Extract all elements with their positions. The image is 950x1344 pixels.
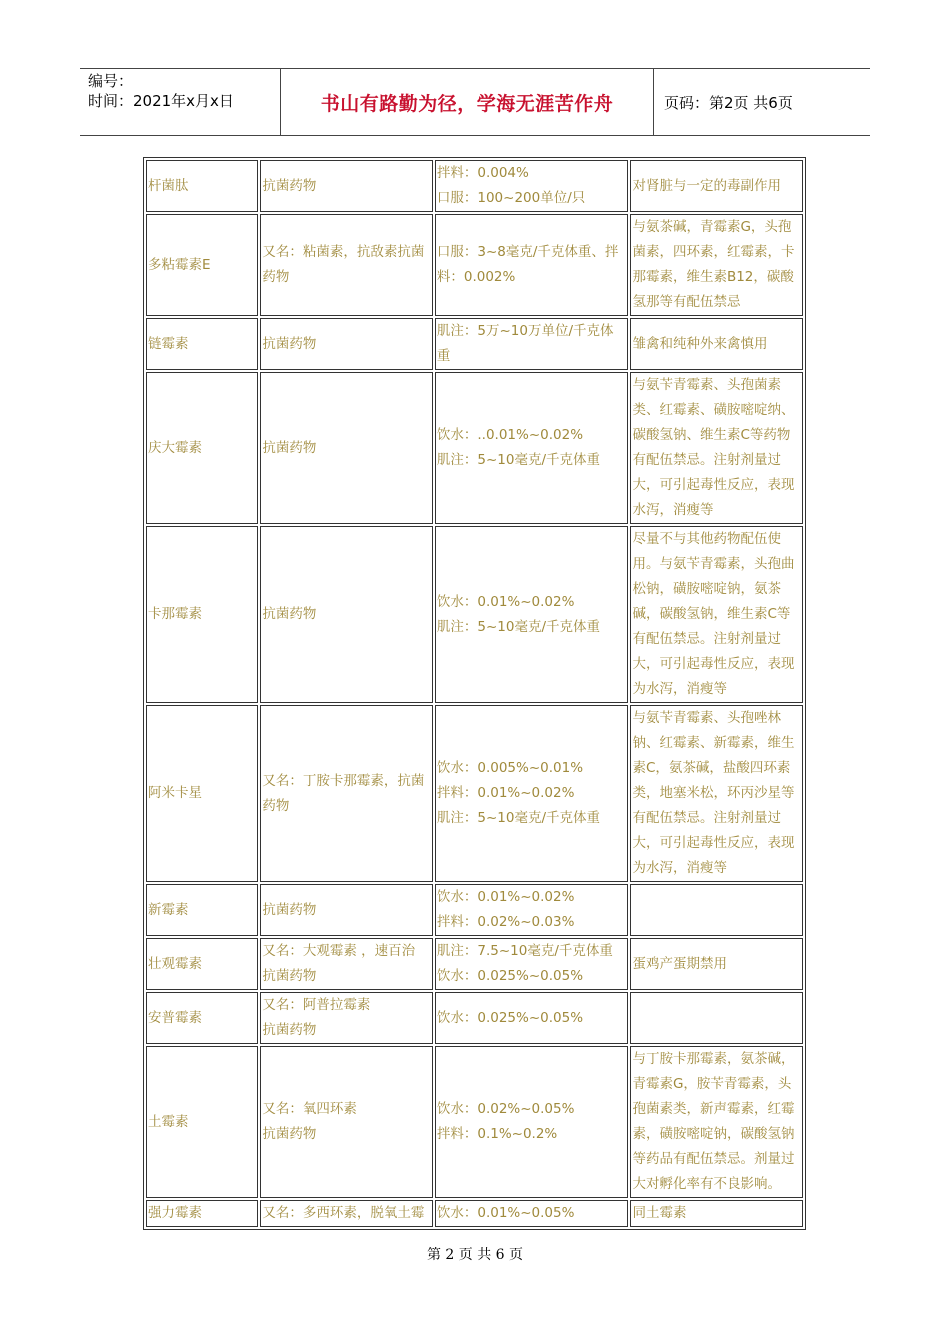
cell-line: 肌注：5~10毫克/千克体重 bbox=[436, 618, 600, 635]
drug-name-cell: 新霉素 bbox=[146, 884, 258, 936]
drug-dosage-cell bbox=[435, 160, 629, 212]
drug-dosage-cell bbox=[435, 526, 629, 703]
cell-line: 饮水：..0.01%~0.02% bbox=[436, 427, 584, 443]
cell-line: 与氨苄青霉素、头孢菌素类、红霉素、磺胺嘧啶纳、碳酸氢钠、维生素C等药物有配伍禁忌。注射剂量过大，可引起毒性反应，表现水泻，消瘦等 bbox=[632, 377, 795, 518]
drug-notes-cell bbox=[630, 318, 803, 370]
cell-line: 抗菌药物 bbox=[262, 1126, 317, 1142]
cell-line: 拌料：0.004% bbox=[436, 165, 529, 181]
drug-dosage-cell bbox=[435, 214, 629, 316]
drug-dosage-cell bbox=[435, 884, 629, 936]
drug-notes-cell bbox=[630, 1200, 803, 1227]
cell-line: 饮水：0.025%~0.05% bbox=[436, 968, 584, 984]
cell-line: 饮水：0.025%~0.05% bbox=[436, 1009, 584, 1026]
drug-category-cell bbox=[260, 214, 433, 316]
cell-line: 蛋鸡产蛋期禁用 bbox=[632, 955, 727, 972]
cell-line: 又名：粘菌素，抗敌素抗菌药物 bbox=[262, 244, 425, 285]
cell-line: 与氨茶碱，青霉素G，头孢菌素，四环素，红霉素，卡那霉素，维生素B12，碳酸氢那等有配伍禁忌 bbox=[632, 219, 795, 310]
cell-line: 又名：大观霉素 ，速百治 bbox=[262, 943, 416, 959]
page-footer: 第 2 页 共 6 页 bbox=[426, 1247, 524, 1263]
cell-line: 饮水：0.01%~0.02% bbox=[436, 593, 575, 610]
doc-number-label: 编号： bbox=[88, 72, 134, 90]
drug-dosage-cell bbox=[435, 372, 629, 524]
cell-line: 口服：100~200单位/只 bbox=[436, 190, 586, 206]
table-row bbox=[146, 526, 803, 703]
cell-line: 拌料：0.01%~0.02% bbox=[436, 785, 575, 801]
cell-line: 肌注：5~10毫克/千克体重 bbox=[436, 452, 600, 468]
drug-name-cell: 土霉素 bbox=[146, 1046, 258, 1198]
drug-category-cell bbox=[260, 1046, 433, 1198]
cell-line: 抗菌药物 bbox=[262, 606, 317, 622]
table-row bbox=[146, 318, 803, 370]
cell-line: 同土霉素 bbox=[632, 1205, 687, 1221]
drug-name-cell: 卡那霉素 bbox=[146, 526, 258, 703]
drug-category-cell bbox=[260, 318, 433, 370]
drug-category-cell bbox=[260, 372, 433, 524]
cell-line: 又名：丁胺卡那霉素，抗菌药物 bbox=[262, 772, 425, 814]
drug-notes-cell bbox=[630, 1046, 803, 1198]
table-row bbox=[146, 992, 803, 1044]
cell-line: 肌注：5万~10万单位/千克体重 bbox=[436, 323, 614, 364]
table-row bbox=[146, 884, 803, 936]
cell-line: 拌料：0.02%~0.03% bbox=[436, 914, 575, 930]
cell-line: 抗菌药物 bbox=[262, 177, 317, 194]
drug-name-cell: 多粘霉素E bbox=[146, 214, 258, 316]
cell-line: 与氨苄青霉素、头孢唑林钠、红霉素、新霉素，维生素C，氨茶碱，盐酸四环素类，地塞米松，环丙沙星等有配伍禁忌。注射剂量过大，可引起毒性反应，表现为水泻，消瘦等 bbox=[632, 710, 795, 876]
drug-name-cell: 阿米卡星 bbox=[146, 705, 258, 882]
cell-line: 饮水：0.02%~0.05% bbox=[436, 1101, 575, 1117]
header-motto: 书山有路勤为径，学海无涯苦作舟 bbox=[281, 69, 654, 135]
table-row bbox=[146, 1046, 803, 1198]
cell-line: 尽量不与其他药物配伍使用。与氨苄青霉素，头孢曲松钠，磺胺嘧啶钠，氨茶碱，碳酸氢钠，维生素C等有配伍禁忌。注射剂量过大，可引起毒性反应，表现为水泻，消瘦等 bbox=[632, 531, 795, 697]
cell-line: 又名：氧四环素 bbox=[262, 1101, 357, 1117]
cell-line: 又名：阿普拉霉素 bbox=[262, 997, 371, 1013]
page-header bbox=[80, 68, 870, 136]
cell-line: 又名：多西环素，脱氧土霉 bbox=[262, 1205, 425, 1221]
drug-category-cell bbox=[260, 526, 433, 703]
header-page-number: 页码：第2页 共6页 bbox=[664, 93, 793, 112]
table-row bbox=[146, 372, 803, 524]
cell-line: 与丁胺卡那霉素，氨茶碱，青霉素G，胺苄青霉素，头孢菌素类，新声霉素，红霉素，磺胺嘧啶钠，碳酸氢钠等药品有配伍禁忌。剂量过大对孵化率有不良影响。 bbox=[632, 1051, 795, 1192]
drug-category-cell bbox=[260, 992, 433, 1044]
drug-dosage-cell bbox=[435, 938, 629, 990]
table-row bbox=[146, 938, 803, 990]
drug-dosage-cell bbox=[435, 318, 629, 370]
drug-name-cell: 杆菌肽 bbox=[146, 160, 258, 212]
drug-category-cell bbox=[260, 884, 433, 936]
drug-notes-cell bbox=[630, 705, 803, 882]
header-meta bbox=[80, 69, 281, 135]
drug-notes-cell bbox=[630, 992, 803, 1044]
doc-time-label: 时间：2021年x月x日 bbox=[88, 92, 234, 110]
drug-name-cell: 安普霉素 bbox=[146, 992, 258, 1044]
drug-category-cell bbox=[260, 938, 433, 990]
drug-dosage-cell bbox=[435, 1200, 629, 1227]
drug-name-cell: 壮观霉素 bbox=[146, 938, 258, 990]
cell-line: 肌注：5~10毫克/千克体重 bbox=[436, 810, 600, 826]
drug-table-body bbox=[146, 160, 803, 1227]
drug-notes-cell bbox=[630, 160, 803, 212]
drug-notes-cell bbox=[630, 214, 803, 316]
cell-line: 饮水：0.01%~0.05% bbox=[436, 1205, 575, 1221]
table-row bbox=[146, 705, 803, 882]
drug-category-cell bbox=[260, 160, 433, 212]
drug-category-cell bbox=[260, 705, 433, 882]
drug-dosage-cell bbox=[435, 705, 629, 882]
drug-table bbox=[143, 157, 806, 1230]
drug-notes-cell bbox=[630, 884, 803, 936]
cell-line: 对肾脏与一定的毒副作用 bbox=[632, 177, 781, 194]
cell-line: 饮水：0.01%~0.02% bbox=[436, 889, 575, 905]
drug-dosage-cell bbox=[435, 992, 629, 1044]
cell-line: 抗菌药物 bbox=[262, 335, 317, 352]
drug-dosage-cell bbox=[435, 1046, 629, 1198]
drug-notes-cell bbox=[630, 526, 803, 703]
cell-line: 抗菌药物 bbox=[262, 968, 317, 984]
table-row bbox=[146, 1200, 803, 1227]
cell-line: 抗菌药物 bbox=[262, 1022, 317, 1038]
drug-name-cell: 庆大霉素 bbox=[146, 372, 258, 524]
cell-line: 抗菌药物 bbox=[262, 901, 317, 918]
drug-name-cell: 链霉素 bbox=[146, 318, 258, 370]
cell-line: 饮水：0.005%~0.01% bbox=[436, 760, 584, 776]
cell-line: 拌料：0.1%~0.2% bbox=[436, 1126, 558, 1142]
drug-category-cell bbox=[260, 1200, 433, 1227]
drug-notes-cell bbox=[630, 372, 803, 524]
cell-line: 抗菌药物 bbox=[262, 439, 317, 456]
cell-line: 雏禽和纯种外来禽慎用 bbox=[632, 335, 768, 352]
drug-notes-cell bbox=[630, 938, 803, 990]
table-row bbox=[146, 160, 803, 212]
cell-line: 口服：3~8毫克/千克体重、拌料：0.002% bbox=[436, 244, 619, 285]
cell-line: 肌注：7.5~10毫克/千克体重 bbox=[436, 943, 613, 959]
drug-name-cell: 强力霉素 bbox=[146, 1200, 258, 1227]
table-row bbox=[146, 214, 803, 316]
